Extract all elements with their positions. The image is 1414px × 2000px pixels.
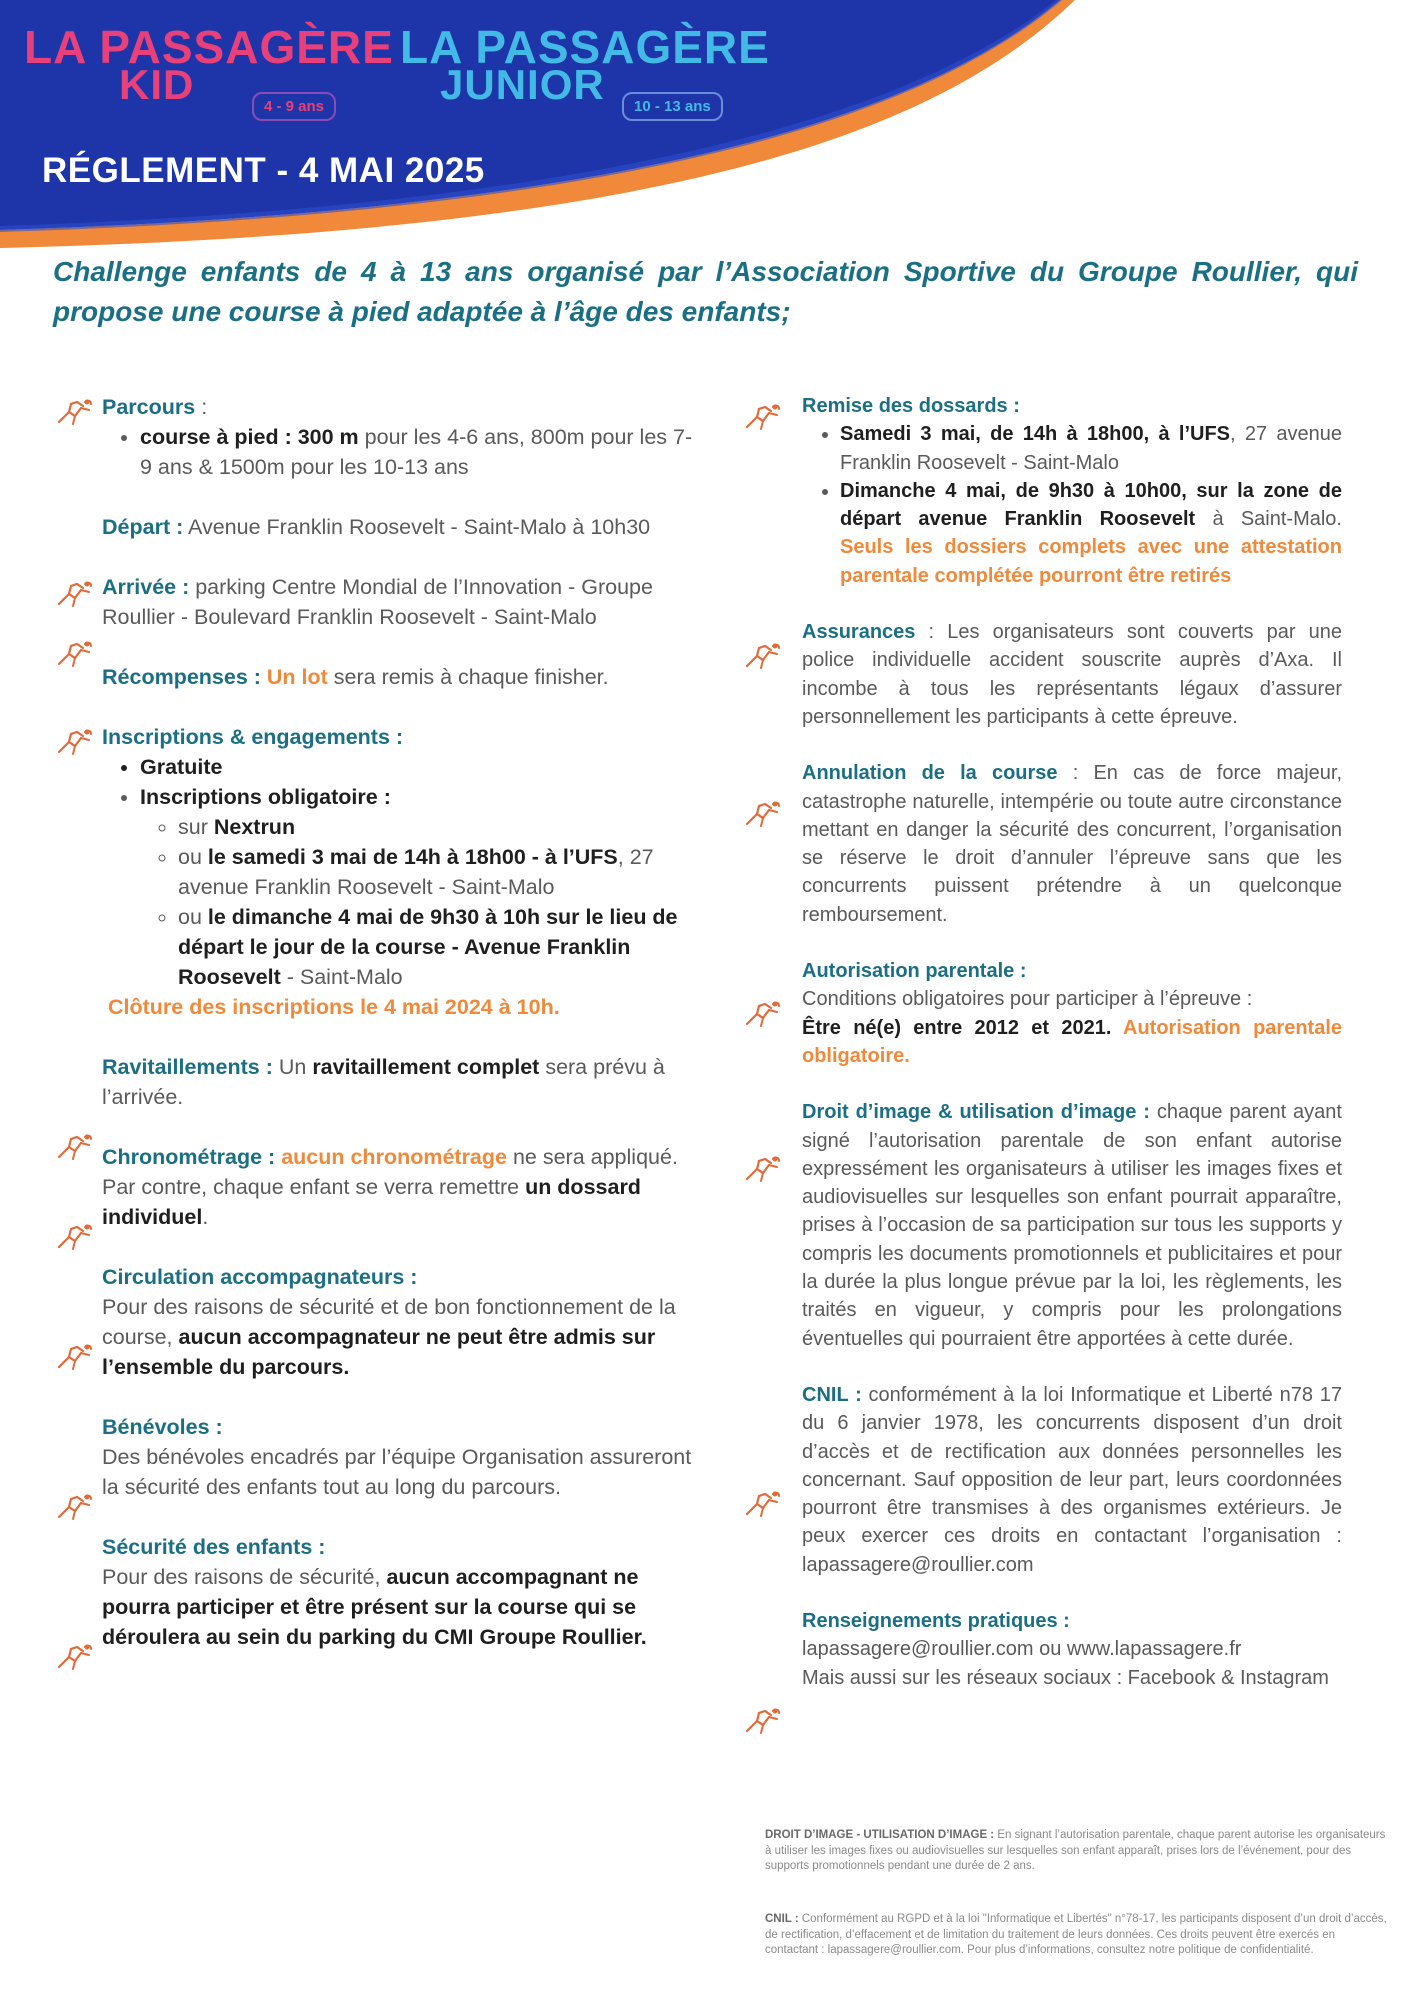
runner-icon [743, 800, 783, 828]
age-badge-kid: 4 - 9 ans [252, 92, 336, 121]
runner-icon [55, 640, 95, 668]
logo-passagere-junior: LA PASSAGÈRE JUNIOR [400, 21, 770, 108]
cloture-notice: Clôture des inscriptions le 4 mai 2024 à 10h. [108, 995, 560, 1019]
section-annulation: Annulation de la course : En cas de force majeur, catastrophe naturelle, intempérie ou toute autre circonstance mettant en danger la sécurité des concurrent, l’organisation se réserve le droit d’annuler l’épreuve sans que les concurrents puissent prétendre à un quelconque remboursement. [802, 762, 1343, 926]
runner-icon [743, 1490, 783, 1518]
section-ravitaillements: Ravitaillements : Un ravitaillement complet sera prévu à l’arrivée. [102, 1055, 665, 1109]
runner-icon [55, 1643, 95, 1671]
runner-icon [743, 403, 783, 431]
left-column [102, 392, 702, 1682]
runner-icon [743, 642, 783, 670]
runner-icon [55, 1493, 95, 1521]
list-item: ◦ ou le samedi 3 mai de 14h à 18h00 - à l’UFS, 27 avenue Franklin Roosevelt - Saint-Malo [178, 842, 702, 902]
list-item: ◦ sur Nextrun [178, 812, 702, 842]
header-banner [0, 0, 1414, 250]
section-droit-image: Droit d’image & utilisation d’image : chaque parent ayant signé l’autorisation parentale de son enfant autorise expressément les organisateurs à utiliser les images fixes et audiovisuelles sur lesquelles son enfant pourrait apparaître, prises à l’occasion de sa participation sur tous les supports y compris les documents promotionnels et publicitaires et pour la durée la plus longue prévue par la loi, les règlements, les traités en vigueur, y compris pour les prolongations éventuelles qui pourraient être apportées à cette durée. [802, 1101, 1342, 1350]
list-item: • Inscriptions obligatoire : ◦ sur Nextrun ◦ ou le samedi 3 mai de 14h à 18h00 - à l’UFS, 27 avenue Franklin Roosevelt - Saint-Malo ◦ ou le dimanche 4 mai de 9h30 à 10h sur le lieu de départ le jour de la course - Avenue Franklin Roosevelt - Saint-Malo [140, 782, 702, 992]
runner-icon [55, 398, 95, 426]
intro-text: Challenge enfants de 4 à 13 ans organisé par l’Association Sportive du Groupe Roullier, qui propose une course à pied adaptée à l’âge des enfants; [53, 256, 1358, 327]
section-autorisation: Autorisation parentale : Conditions obligatoires pour participer à l’épreuve : Être né(e) entre 2012 et 2021. Autorisation parentale obligatoire. [802, 960, 1342, 1067]
runner-icon [743, 1155, 783, 1183]
section-inscriptions: Inscriptions & engagements : • Gratuite • Inscriptions obligatoire : ◦ sur Nextrun ◦ ou le samedi 3 mai de 14h à 18h00 - à l’UFS, 27 avenue Franklin Roosevelt - Saint-Malo ◦ ou le dimanche 4 mai de 9h30 à 10h sur le lieu de départ le jour de la course - Avenue Franklin Roosevelt - Saint-Malo Clôture des inscriptions le 4 mai 2024 à 10h. [102, 722, 702, 1022]
runner-icon [55, 1133, 95, 1161]
contact-links[interactable]: lapassagere@roullier.com ou www.lapassagere.fr [802, 1638, 1242, 1661]
list-item: ◦ ou le dimanche 4 mai de 9h30 à 10h sur le lieu de départ le jour de la course - Avenue Franklin Roosevelt - Saint-Malo [178, 902, 702, 992]
section-renseignements: Renseignements pratiques : lapassagere@roullier.com ou www.lapassagere.fr Mais aussi sur les réseaux sociaux : Facebook & Instagram [802, 1607, 1342, 1692]
section-circulation: Circulation accompagnateurs : Pour des raisons de sécurité et de bon fonctionnement de la course, aucun accompagnateur ne peut être admis sur l’ensemble du parcours. [102, 1265, 676, 1379]
runner-icon [743, 1000, 783, 1028]
section-assurances: Assurances : Les organisateurs sont couverts par une police individuelle accident souscrite auprès d’Axa. Il incombe à tous les représentants légaux d’assurer personnellement les participants à cette épreuve. [802, 621, 1342, 728]
section-recompenses: Récompenses : Un lot sera remis à chaque finisher. [102, 665, 609, 689]
right-column [802, 392, 1342, 1720]
list-item: • Gratuite [140, 752, 702, 782]
list-item: • Samedi 3 mai, de 14h à 18h00, à l’UFS, 27 avenue Franklin Roosevelt - Saint-Malo [840, 420, 1342, 477]
list-item: • course à pied : 300 m pour les 4-6 ans, 800m pour les 7-9 ans & 1500m pour les 10-13 ans [140, 422, 702, 482]
section-benevoles: Bénévoles : Des bénévoles encadrés par l’équipe Organisation assureront la sécurité des enfants tout au long du parcours. [102, 1415, 692, 1499]
section-chronometrage: Chronométrage : aucun chronométrage ne sera appliqué. Par contre, chaque enfant se verra remettre un dossard individuel. [102, 1145, 678, 1229]
section-securite: Sécurité des enfants : Pour des raisons de sécurité, aucun accompagnant ne pourra participer et être présent sur la course qui se déroulera au sein du parking du CMI Groupe Roullier. [102, 1535, 647, 1649]
logo-passagere-kid: LA PASSAGÈRE KID [24, 21, 394, 108]
runner-icon [55, 580, 95, 608]
footer-droit-image: DROIT D’IMAGE - UTILISATION D’IMAGE : En signant l’autorisation parentale, chaque parent autorise les organisateurs à utiliser les images fixes ou audiovisuelles sur lesquelles son enfant apparaît, prises lors de l’événement, pour des supports promotionnels pendant une durée de 2 ans. [765, 1829, 1386, 1872]
section-arrivee: Arrivée : parking Centre Mondial de l’Innovation - Groupe Roullier - Boulevard Franklin Roosevelt - Saint-Malo [102, 575, 653, 629]
footer-cnil: CNIL : Conformément au RGPD et à la loi "Informatique et Libertés" n°78-17, les participants disposent d’un droit d’accès, de rectification, d’effacement et de limitation du traitement de leurs données. Ces droits peuvent être exercés en contactant : lapassagere@roullier.com. Pour plus d’informations, consultez notre politique de confidentialité. [765, 1913, 1387, 1956]
section-depart: Départ : Avenue Franklin Roosevelt - Saint-Malo à 10h30 [102, 515, 651, 539]
runner-icon [55, 1343, 95, 1371]
runner-icon [55, 1223, 95, 1251]
page-title: RÉGLEMENT - 4 MAI 2025 [42, 151, 485, 190]
runner-icon [55, 728, 95, 756]
section-cnil: CNIL : conformément à la loi Informatique et Liberté n78 17 du 6 janvier 1978, les concurrents disposent d’un droit d’accès et de rectification aux données personnelles les concernant. Sauf opposition de leur part, leurs coordonnées pourront être transmises à des organismes extérieurs. Je peux exercer ces droits en contactant l’organisation : lapassagere@roullier.com [802, 1383, 1342, 1576]
age-badge-junior: 10 - 13 ans [622, 92, 723, 121]
list-item: • Dimanche 4 mai, de 9h30 à 10h00, sur la zone de départ avenue Franklin Roosevelt à Saint-Malo. Seuls les dossiers complets avec une attestation parentale complétée pourront être retirés [840, 477, 1342, 590]
section-parcours: Parcours : • course à pied : 300 m pour les 4-6 ans, 800m pour les 7-9 ans & 1500m pour les 10-13 ans [102, 392, 702, 482]
section-remise-dossards: Remise des dossards : • Samedi 3 mai, de 14h à 18h00, à l’UFS, 27 avenue Franklin Roosevelt - Saint-Malo • Dimanche 4 mai, de 9h30 à 10h00, sur la zone de départ avenue Franklin Roosevelt à Saint-Malo. Seuls les dossiers complets avec une attestation parentale complétée pourront être retirés [802, 392, 1342, 590]
runner-icon [743, 1707, 783, 1735]
